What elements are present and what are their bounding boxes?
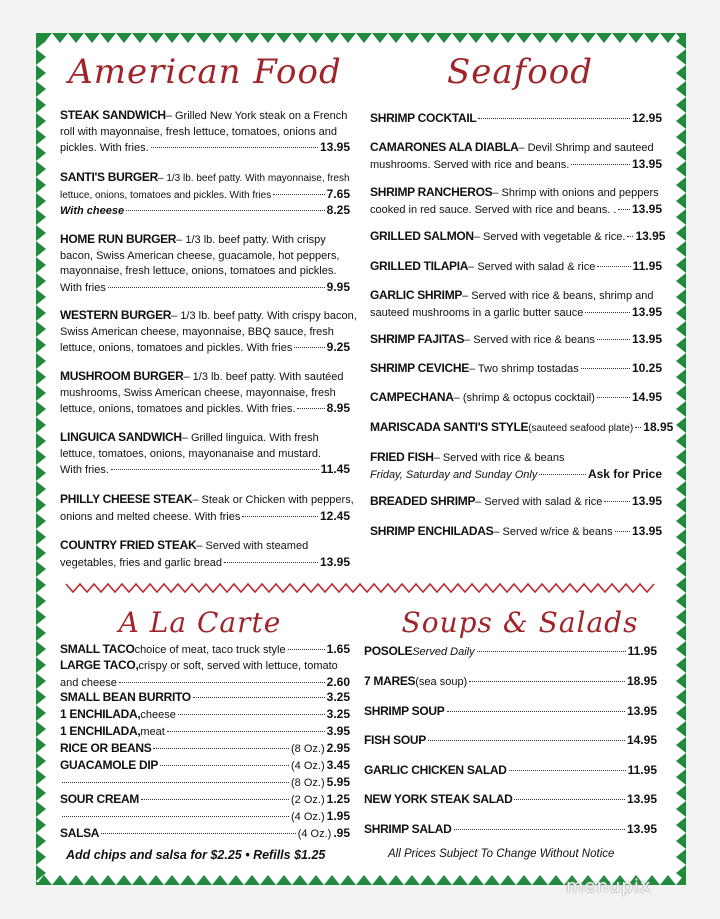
border-zigzag-tooth [404, 875, 420, 885]
item-price: 13.95 [631, 304, 662, 319]
border-zigzag-tooth [676, 225, 686, 241]
border-zigzag-tooth [36, 449, 46, 465]
menu-item: LINGUICA SANDWICH – Grilled linguica. With fresh lettuce, tomatoes, onions, mayonanaise and mustard. With fries. 11.45 [60, 430, 350, 476]
border-zigzag-tooth [676, 769, 686, 785]
border-zigzag-tooth [676, 865, 686, 881]
item-price: 3.25 [326, 690, 350, 704]
border-zigzag-tooth [36, 737, 46, 753]
border-zigzag-tooth [292, 33, 308, 43]
border-zigzag-tooth [676, 593, 686, 609]
border-zigzag-tooth [676, 129, 686, 145]
border-zigzag-tooth [564, 33, 580, 43]
border-zigzag-tooth [676, 609, 686, 625]
border-zigzag-tooth [676, 833, 686, 849]
menu-item: SHRIMP RANCHEROS – Shrimp with onions and peppers cooked in red sauce. Served with rice and beans. . 13.95 [370, 185, 662, 216]
border-zigzag-tooth [196, 875, 212, 885]
menu-item: GARLIC CHICKEN SALAD 11.95 [364, 763, 657, 777]
menu-item: 7 MARES (sea soup) 18.95 [364, 674, 657, 688]
border-zigzag-tooth [68, 875, 84, 885]
border-zigzag-tooth [500, 33, 516, 43]
item-price: 13.95 [631, 156, 662, 171]
border-zigzag-tooth [516, 875, 532, 885]
border-zigzag-tooth [676, 337, 686, 353]
border-zigzag-tooth [676, 433, 686, 449]
border-zigzag-tooth [36, 513, 46, 529]
item-price: 13.95 [319, 140, 350, 154]
border-zigzag-tooth [676, 481, 686, 497]
border-zigzag-tooth [500, 875, 516, 885]
border-zigzag-tooth [36, 801, 46, 817]
border-zigzag-tooth [516, 33, 532, 43]
item-price: 14.95 [626, 733, 657, 747]
border-zigzag-tooth [36, 321, 46, 337]
border-zigzag-tooth [228, 875, 244, 885]
border-zigzag-tooth [36, 417, 46, 433]
border-zigzag-tooth [452, 33, 468, 43]
border-zigzag-tooth [36, 113, 46, 129]
border-zigzag-tooth [676, 785, 686, 801]
border-zigzag-tooth [612, 33, 628, 43]
item-price: 3.25 [326, 707, 350, 721]
menu-item: SMALL BEAN BURRITO 3.25 [60, 690, 350, 704]
border-zigzag-tooth [660, 33, 676, 43]
border-zigzag-tooth [36, 65, 46, 81]
border-zigzag-tooth [36, 497, 46, 513]
border-zigzag-tooth [36, 353, 46, 369]
item-price: 2.95 [326, 741, 350, 755]
menu-item: FISH SOUP 14.95 [364, 733, 657, 747]
item-price: 10.25 [631, 361, 662, 375]
border-zigzag-tooth [676, 513, 686, 529]
border-zigzag-tooth [308, 875, 324, 885]
border-zigzag-tooth [420, 875, 436, 885]
border-zigzag-tooth [676, 321, 686, 337]
border-zigzag-tooth [36, 817, 46, 833]
border-zigzag-tooth [116, 875, 132, 885]
item-price: 13.95 [626, 822, 657, 836]
border-zigzag-tooth [324, 33, 340, 43]
menu-item: CAMPECHANA – (shrimp & octopus cocktail) 14.95 [370, 390, 662, 404]
border-zigzag-tooth [36, 241, 46, 257]
item-price: 11.95 [627, 644, 657, 658]
border-zigzag-tooth [676, 49, 686, 65]
border-zigzag-tooth [676, 353, 686, 369]
border-zigzag-tooth [36, 769, 46, 785]
border-zigzag-tooth [324, 875, 340, 885]
border-zigzag-tooth [676, 465, 686, 481]
border-zigzag-tooth [676, 737, 686, 753]
border-zigzag-tooth [212, 875, 228, 885]
border-zigzag-tooth [580, 33, 596, 43]
border-zigzag-tooth [36, 401, 46, 417]
item-price: 12.45 [319, 508, 350, 523]
item-price: 5.95 [326, 775, 350, 789]
item-price: 13.95 [631, 201, 662, 216]
menu-item: GRILLED SALMON – Served with vegetable & rice. 13.95 [370, 229, 666, 243]
seafood-heading: Seafood [447, 52, 593, 92]
item-price: 9.95 [326, 279, 350, 294]
menu-item: LARGE TACO, crispy or soft, served with lettuce, tomato and cheese 2.60 [60, 658, 350, 689]
menu-item: GUACAMOLE DIP (4 Oz.) 3.45 [60, 758, 350, 772]
border-zigzag-tooth [676, 241, 686, 257]
border-zigzag-tooth [676, 289, 686, 305]
border-zigzag-tooth [676, 689, 686, 705]
menu-item: MUSHROOM BURGER – 1/3 lb. beef patty. With sautéed mushrooms, Swiss American cheese, mayonnaise, fresh lettuce, onions, tomatoes and pickles. With fries. 8.95 [60, 369, 350, 415]
border-zigzag-tooth [372, 875, 388, 885]
menu-item: SHRIMP ENCHILADAS – Served w/rice & beans 13.95 [370, 524, 662, 538]
border-zigzag-tooth [676, 753, 686, 769]
border-zigzag-tooth [676, 369, 686, 385]
border-zigzag-tooth [676, 625, 686, 641]
border-zigzag-tooth [36, 689, 46, 705]
item-price: 13.95 [626, 792, 657, 806]
border-zigzag-tooth [676, 497, 686, 513]
item-price: 11.45 [320, 462, 350, 476]
border-zigzag-tooth [292, 875, 308, 885]
border-zigzag-tooth [676, 817, 686, 833]
border-zigzag-tooth [36, 161, 46, 177]
border-zigzag-tooth [36, 705, 46, 721]
border-zigzag-tooth [84, 33, 100, 43]
border-zigzag-tooth [36, 641, 46, 657]
item-price: 9.25 [326, 340, 350, 354]
border-zigzag-tooth [676, 385, 686, 401]
border-zigzag-tooth [676, 561, 686, 577]
menu-item: SOUR CREAM (2 Oz.) 1.25 [60, 792, 350, 806]
chips-salsa-note: Add chips and salsa for $2.25 • Refills $1.25 [66, 848, 326, 862]
menu-item: GRILLED TILAPIA – Served with salad & rice 11.95 [370, 259, 662, 273]
item-price: 11.95 [632, 259, 662, 273]
border-zigzag-tooth [36, 145, 46, 161]
border-zigzag-tooth [676, 545, 686, 561]
border-zigzag-tooth [260, 33, 276, 43]
border-zigzag-tooth [676, 113, 686, 129]
item-price: .95 [333, 826, 350, 840]
border-zigzag-tooth [36, 577, 46, 593]
border-zigzag-tooth [36, 289, 46, 305]
border-zigzag-tooth [676, 801, 686, 817]
border-zigzag-tooth [36, 97, 46, 113]
border-zigzag-tooth [676, 577, 686, 593]
item-price: 13.95 [319, 554, 350, 569]
border-zigzag-tooth [36, 337, 46, 353]
menu-item: CAMARONES ALA DIABLA – Devil Shrimp and sauteed mushrooms. Served with rice and beans. 13.95 [370, 140, 662, 171]
border-zigzag-tooth [36, 129, 46, 145]
item-price: 8.95 [326, 401, 350, 415]
item-price: 13.95 [635, 229, 666, 243]
border-zigzag-tooth [468, 33, 484, 43]
border-zigzag-tooth [36, 849, 46, 865]
item-price: 13.95 [631, 494, 662, 508]
border-zigzag-tooth [676, 65, 686, 81]
menu-item: HOME RUN BURGER – 1/3 lb. beef patty. With crispy bacon, Swiss American cheese, guacamole, hot peppers, mayonnaise, fresh lettuce, onions, tomatoes and pickles. With fries 9.95 [60, 232, 350, 294]
border-zigzag-tooth [148, 875, 164, 885]
item-price: Ask for Price [587, 466, 662, 481]
border-zigzag-tooth [100, 33, 116, 43]
border-zigzag-tooth [36, 721, 46, 737]
border-zigzag-tooth [36, 81, 46, 97]
border-zigzag-tooth [436, 33, 452, 43]
item-price: 18.95 [626, 674, 657, 688]
american-food-heading: American Food [68, 52, 342, 92]
border-zigzag-tooth [68, 33, 84, 43]
border-zigzag-tooth [36, 609, 46, 625]
border-zigzag-tooth [116, 33, 132, 43]
border-zigzag-tooth [148, 33, 164, 43]
menu-item: STEAK SANDWICH – Grilled New York steak on a French roll with mayonnaise, fresh lettuce, tomatoes, onions and pickles. With fries. 13.95 [60, 108, 350, 154]
border-zigzag-tooth [676, 417, 686, 433]
item-price: 13.95 [626, 704, 657, 718]
border-zigzag-tooth [644, 33, 660, 43]
border-zigzag-tooth [36, 225, 46, 241]
border-zigzag-tooth [36, 193, 46, 209]
menu-item: SALSA (4 Oz.) .95 [60, 826, 350, 840]
border-zigzag-tooth [676, 145, 686, 161]
border-zigzag-tooth [676, 161, 686, 177]
item-price: 8.25 [326, 203, 350, 217]
border-zigzag-tooth [244, 875, 260, 885]
border-zigzag-tooth [36, 209, 46, 225]
border-zigzag-tooth [228, 33, 244, 43]
item-price: 1.65 [326, 642, 350, 656]
border-zigzag-tooth [308, 33, 324, 43]
menu-item: COUNTRY FRIED STEAK – Served with steamed vegetables, fries and garlic bread 13.95 [60, 538, 350, 569]
border-zigzag-tooth [36, 833, 46, 849]
menu-item: SHRIMP COCKTAIL 12.95 [370, 111, 662, 125]
border-zigzag-tooth [36, 273, 46, 289]
border-zigzag-tooth [436, 875, 452, 885]
border-zigzag-tooth [420, 33, 436, 43]
price-change-notice: All Prices Subject To Change Without Notice [388, 848, 615, 860]
section-divider [66, 584, 654, 592]
border-zigzag-tooth [676, 193, 686, 209]
border-zigzag-tooth [452, 875, 468, 885]
border-zigzag-tooth [36, 561, 46, 577]
border-zigzag-tooth [36, 177, 46, 193]
menu-item: WESTERN BURGER – 1/3 lb. beef patty. With crispy bacon, Swiss American cheese, mayonnaise, BBQ sauce, fresh lettuce, onions, tomatoes and pickles. With fries 9.25 [60, 308, 357, 354]
border-zigzag-tooth [676, 705, 686, 721]
item-price: 12.95 [631, 111, 662, 125]
border-zigzag-tooth [180, 33, 196, 43]
menu-item: SANTI'S BURGER – 1/3 lb. beef patty. With mayonnaise, fresh lettuce, onions, tomatoes and pickles. With fries 7.65 With cheese 8.25 [60, 170, 350, 217]
border-zigzag-tooth [180, 875, 196, 885]
border-zigzag-tooth [676, 529, 686, 545]
border-zigzag-tooth [36, 257, 46, 273]
menu-item: SMALL TACO choice of meat, taco truck style 1.65 [60, 642, 350, 656]
border-zigzag-tooth [276, 33, 292, 43]
border-zigzag-tooth [532, 33, 548, 43]
item-price: 7.65 [326, 186, 350, 201]
item-price: 14.95 [631, 390, 662, 404]
border-zigzag-tooth [628, 33, 644, 43]
border-zigzag-tooth [676, 305, 686, 321]
border-zigzag-tooth [276, 875, 292, 885]
border-zigzag-tooth [36, 545, 46, 561]
item-price: 1.95 [326, 809, 350, 823]
border-zigzag-tooth [36, 753, 46, 769]
border-zigzag-tooth [36, 385, 46, 401]
border-zigzag-tooth [388, 33, 404, 43]
item-price: 11.95 [627, 763, 657, 777]
a-la-carte-heading: A La Carte [118, 606, 282, 639]
border-zigzag-tooth [36, 625, 46, 641]
border-zigzag-tooth [36, 529, 46, 545]
border-zigzag-tooth [36, 657, 46, 673]
border-zigzag-tooth [660, 875, 676, 885]
border-zigzag-tooth [164, 33, 180, 43]
border-zigzag-tooth [388, 875, 404, 885]
menupix-watermark: menupix [566, 876, 652, 897]
item-price: 13.95 [631, 332, 662, 346]
menu-item: FRIED FISH – Served with rice & beans Friday, Saturday and Sunday Only Ask for Price [370, 450, 662, 481]
item-price: 18.95 [643, 420, 674, 434]
item-price: 13.95 [631, 524, 662, 538]
border-zigzag-tooth [36, 465, 46, 481]
border-zigzag-tooth [548, 33, 564, 43]
border-zigzag-tooth [84, 875, 100, 885]
border-zigzag-tooth [132, 875, 148, 885]
border-zigzag-tooth [676, 257, 686, 273]
soups-salads-heading: Soups & Salads [401, 606, 639, 639]
border-zigzag-tooth [212, 33, 228, 43]
border-zigzag-tooth [36, 673, 46, 689]
menu-item: MARISCADA SANTI'S STYLE (sauteed seafood plate) 18.95 [370, 420, 674, 434]
item-price: 3.95 [326, 724, 350, 738]
border-zigzag-tooth [676, 449, 686, 465]
border-zigzag-tooth [36, 433, 46, 449]
border-zigzag-tooth [676, 641, 686, 657]
border-zigzag-tooth [36, 785, 46, 801]
border-zigzag-tooth [36, 481, 46, 497]
border-zigzag-tooth [36, 593, 46, 609]
border-zigzag-tooth [676, 673, 686, 689]
border-zigzag-tooth [52, 33, 68, 43]
border-zigzag-tooth [372, 33, 388, 43]
menu-item: (8 Oz.) 5.95 [60, 775, 350, 792]
item-price: 2.60 [326, 674, 350, 689]
border-zigzag-tooth [676, 177, 686, 193]
border-zigzag-tooth [100, 875, 116, 885]
menu-item: GARLIC SHRIMP – Served with rice & beans, shrimp and sauteed mushrooms in a garlic butter sauce 13.95 [370, 288, 662, 319]
border-zigzag-tooth [340, 875, 356, 885]
border-zigzag-tooth [356, 33, 372, 43]
border-zigzag-tooth [36, 49, 46, 65]
menu-item: POSOLE Served Daily 11.95 [364, 644, 657, 658]
border-zigzag-tooth [196, 33, 212, 43]
menu-item: SHRIMP FAJITAS – Served with rice & beans 13.95 [370, 332, 662, 346]
item-price: 1.25 [326, 792, 350, 806]
border-zigzag-tooth [484, 33, 500, 43]
border-zigzag-tooth [484, 875, 500, 885]
border-zigzag-tooth [164, 875, 180, 885]
border-zigzag-tooth [36, 305, 46, 321]
menu-item: PHILLY CHEESE STEAK – Steak or Chicken with peppers, onions and melted cheese. With fries 12.45 [60, 492, 354, 523]
menu-item: NEW YORK STEAK SALAD 13.95 [364, 792, 657, 806]
border-zigzag-tooth [676, 81, 686, 97]
menu-item: BREADED SHRIMP – Served with salad & rice 13.95 [370, 494, 662, 508]
border-zigzag-tooth [532, 875, 548, 885]
border-zigzag-tooth [468, 875, 484, 885]
border-zigzag-tooth [676, 209, 686, 225]
menu-item: (4 Oz.) 1.95 [60, 809, 350, 826]
border-zigzag-tooth [36, 369, 46, 385]
border-zigzag-tooth [676, 721, 686, 737]
menu-item: RICE OR BEANS (8 Oz.) 2.95 [60, 741, 350, 755]
border-zigzag-tooth [676, 273, 686, 289]
border-zigzag-tooth [244, 33, 260, 43]
item-price: 3.45 [326, 758, 350, 772]
border-zigzag-tooth [404, 33, 420, 43]
border-zigzag-tooth [596, 33, 612, 43]
border-zigzag-tooth [676, 401, 686, 417]
border-zigzag-tooth [676, 97, 686, 113]
border-zigzag-tooth [676, 657, 686, 673]
border-zigzag-tooth [356, 875, 372, 885]
menu-item: SHRIMP SOUP 13.95 [364, 704, 657, 718]
menu-item: SHRIMP SALAD 13.95 [364, 822, 657, 836]
menu-item: 1 ENCHILADA, meat 3.95 [60, 724, 350, 738]
border-zigzag-tooth [132, 33, 148, 43]
menu-item: SHRIMP CEVICHE – Two shrimp tostadas 10.25 [370, 361, 662, 375]
border-zigzag-tooth [676, 849, 686, 865]
border-zigzag-tooth [340, 33, 356, 43]
border-zigzag-tooth [548, 875, 564, 885]
border-zigzag-tooth [52, 875, 68, 885]
menu-item: 1 ENCHILADA, cheese 3.25 [60, 707, 350, 721]
border-zigzag-tooth [260, 875, 276, 885]
